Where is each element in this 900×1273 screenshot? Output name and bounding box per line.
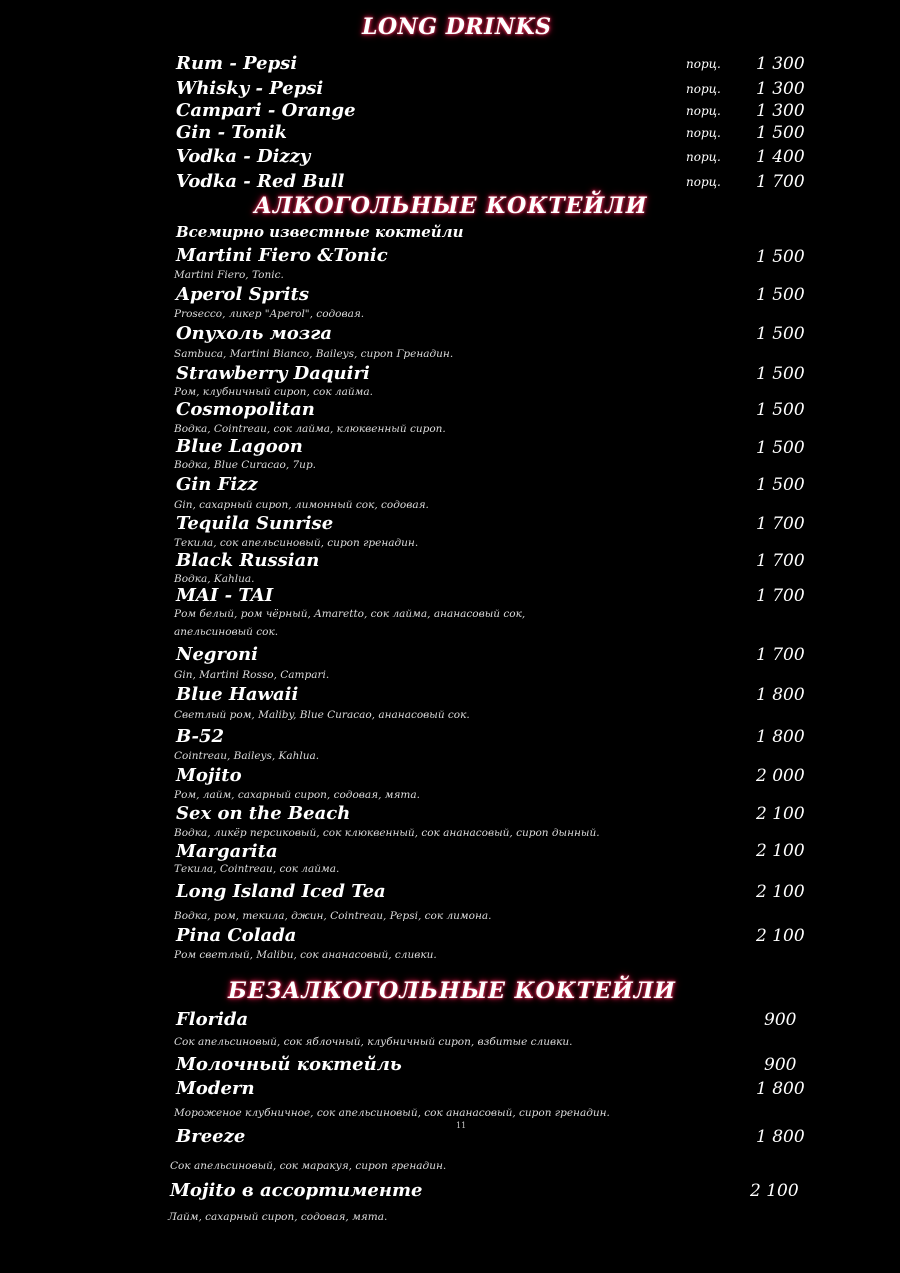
menu-item-ingredients: Водка, Kahlua. bbox=[174, 573, 255, 585]
menu-item-price: 1 800 bbox=[756, 1127, 805, 1147]
menu-item-name: Tequila Sunrise bbox=[176, 513, 334, 534]
menu-item-price: 1 800 bbox=[756, 1079, 805, 1099]
menu-item-name: Gin Fizz bbox=[176, 474, 258, 495]
menu-item-ingredients: Текила, Cointreau, сок лайма. bbox=[174, 863, 340, 875]
menu-item-price: 2 100 bbox=[750, 1181, 799, 1201]
menu-item-ingredients: Ром, лайм, сахарный сироп, содовая, мята. bbox=[174, 789, 420, 801]
menu-item-name: Gin - Tonik bbox=[176, 122, 288, 143]
menu-item-unit: порц. bbox=[686, 82, 721, 96]
menu-item-unit: порц. bbox=[686, 150, 721, 164]
menu-item-name: Молочный коктейль bbox=[176, 1054, 402, 1075]
menu-item-price: 1 500 bbox=[756, 475, 805, 495]
menu-item-price: 1 500 bbox=[756, 247, 805, 267]
menu-item-name: Vodka - Dizzy bbox=[176, 146, 311, 167]
menu-item-price: 2 100 bbox=[756, 882, 805, 902]
menu-item-name: Long Island Iced Tea bbox=[176, 881, 386, 902]
menu-item-name: Cosmopolitan bbox=[176, 399, 315, 420]
menu-item-ingredients: Cointreau, Baileys, Kahlua. bbox=[174, 750, 320, 762]
menu-item-ingredients: Ром белый, ром чёрный, Amaretto, сок лайма, ананасовый сок, bbox=[174, 608, 526, 620]
menu-item-price: 900 bbox=[764, 1055, 797, 1075]
menu-item-name: Modern bbox=[176, 1078, 255, 1099]
menu-item-name: MAI - TAI bbox=[176, 585, 274, 606]
menu-item-unit: порц. bbox=[686, 126, 721, 140]
menu-item-name: B-52 bbox=[176, 726, 225, 747]
menu-item-price: 1 500 bbox=[756, 324, 805, 344]
menu-item-name: Negroni bbox=[176, 644, 258, 665]
menu-item-name: Martini Fiero &Tonic bbox=[176, 245, 388, 266]
menu-item-ingredients: Ром светлый, Malibu, сок ананасовый, сливки. bbox=[174, 949, 437, 961]
menu-item-name: Breeze bbox=[176, 1126, 246, 1147]
menu-item-ingredients: Водка, Blue Curacao, 7ир. bbox=[174, 459, 317, 471]
menu-item-unit: порц. bbox=[686, 175, 721, 189]
menu-item-name: Mojito bbox=[176, 765, 242, 786]
menu-item-ingredients: Сок апельсиновый, сок яблочный, клубничный сироп, взбитые сливки. bbox=[174, 1036, 573, 1048]
menu-item-ingredients: Sambuca, Martini Bianco, Baileys, сироп Гренадин. bbox=[174, 348, 454, 360]
menu-item-ingredients: Лайм, сахарный сироп, содовая, мята. bbox=[168, 1211, 388, 1223]
alcoholic-cocktails-title: АЛКОГОЛЬНЫЕ КОКТЕЙЛИ bbox=[254, 193, 648, 219]
menu-item-price: 1 500 bbox=[756, 123, 805, 143]
menu-item-ingredients: Gin, Martini Rosso, Campari. bbox=[174, 669, 330, 681]
menu-item-ingredients: апельсиновый сок. bbox=[174, 626, 279, 638]
menu-item-name: Sex on the Beach bbox=[176, 803, 351, 824]
menu-item-price: 1 700 bbox=[756, 551, 805, 571]
menu-item-price: 1 300 bbox=[756, 54, 805, 74]
menu-item-name: Whisky - Pepsi bbox=[176, 78, 324, 99]
menu-item-price: 1 500 bbox=[756, 285, 805, 305]
menu-item-ingredients: Мороженое клубничное, сок апельсиновый, сок ананасовый, сироп гренадин. bbox=[174, 1107, 610, 1119]
menu-item-ingredients: Martini Fiero, Tonic. bbox=[174, 269, 284, 281]
menu-item-ingredients: Текила, сок апельсиновый, сироп гренадин. bbox=[174, 537, 419, 549]
menu-item-price: 2 100 bbox=[756, 926, 805, 946]
long-drinks-title: LONG DRINKS bbox=[362, 14, 552, 40]
menu-item-price: 1 700 bbox=[756, 586, 805, 606]
menu-item-name: Pina Colada bbox=[176, 925, 297, 946]
menu-item-name: Mojito в ассортименте bbox=[170, 1180, 423, 1201]
page-number: 11 bbox=[456, 1121, 467, 1130]
menu-item-name: Campari - Orange bbox=[176, 100, 356, 121]
menu-item-price: 1 700 bbox=[756, 514, 805, 534]
menu-item-price: 1 700 bbox=[756, 645, 805, 665]
menu-item-name: Опухоль мозга bbox=[176, 323, 332, 344]
non-alcoholic-cocktails-title: БЕЗАЛКОГОЛЬНЫЕ КОКТЕЙЛИ bbox=[228, 978, 676, 1004]
menu-item-name: Vodka - Red Bull bbox=[176, 171, 345, 192]
menu-item-unit: порц. bbox=[686, 104, 721, 118]
menu-item-ingredients: Сок апельсиновый, сок маракуя, сироп гренадин. bbox=[170, 1160, 447, 1172]
menu-item-name: Aperol Sprits bbox=[176, 284, 309, 305]
menu-item-ingredients: Ром, клубничный сироп, сок лайма. bbox=[174, 386, 373, 398]
menu-item-price: 1 700 bbox=[756, 172, 805, 192]
menu-item-name: Rum - Pepsi bbox=[176, 53, 298, 74]
menu-item-price: 1 800 bbox=[756, 727, 805, 747]
menu-item-price: 1 500 bbox=[756, 400, 805, 420]
menu-item-price: 1 800 bbox=[756, 685, 805, 705]
menu-item-name: Black Russian bbox=[176, 550, 320, 571]
menu-item-price: 900 bbox=[764, 1010, 797, 1030]
menu-item-price: 2 100 bbox=[756, 841, 805, 861]
menu-item-price: 1 300 bbox=[756, 79, 805, 99]
menu-item-price: 1 300 bbox=[756, 101, 805, 121]
menu-item-name: Strawberry Daquiri bbox=[176, 363, 370, 384]
menu-item-price: 1 400 bbox=[756, 147, 805, 167]
menu-item-name: Florida bbox=[176, 1009, 249, 1030]
menu-item-ingredients: Водка, Cointreau, сок лайма, клюквенный сироп. bbox=[174, 423, 446, 435]
menu-item-price: 1 500 bbox=[756, 438, 805, 458]
menu-item-ingredients: Водка, ликёр персиковый, сок клюквенный, сок ананасовый, сироп дынный. bbox=[174, 827, 600, 839]
menu-item-ingredients: Светлый ром, Maliby, Blue Curacao, ананасовый сок. bbox=[174, 709, 470, 721]
menu-item-unit: порц. bbox=[686, 57, 721, 71]
menu-item-price: 2 100 bbox=[756, 804, 805, 824]
menu-item-ingredients: Gin, сахарный сироп, лимонный сок, содовая. bbox=[174, 499, 429, 511]
menu-item-price: 1 500 bbox=[756, 364, 805, 384]
menu-item-ingredients: Водка, ром, текила, джин, Cointreau, Pepsi, сок лимона. bbox=[174, 910, 492, 922]
menu-item-name: Blue Lagoon bbox=[176, 436, 303, 457]
menu-item-name: Blue Hawaii bbox=[176, 684, 299, 705]
menu-item-ingredients: Prosecco, ликер "Aperol", содовая. bbox=[174, 308, 365, 320]
menu-item-name: Margarita bbox=[176, 841, 278, 862]
menu-item-price: 2 000 bbox=[756, 766, 805, 786]
section-subtitle: Всемирно известные коктейли bbox=[176, 223, 464, 241]
